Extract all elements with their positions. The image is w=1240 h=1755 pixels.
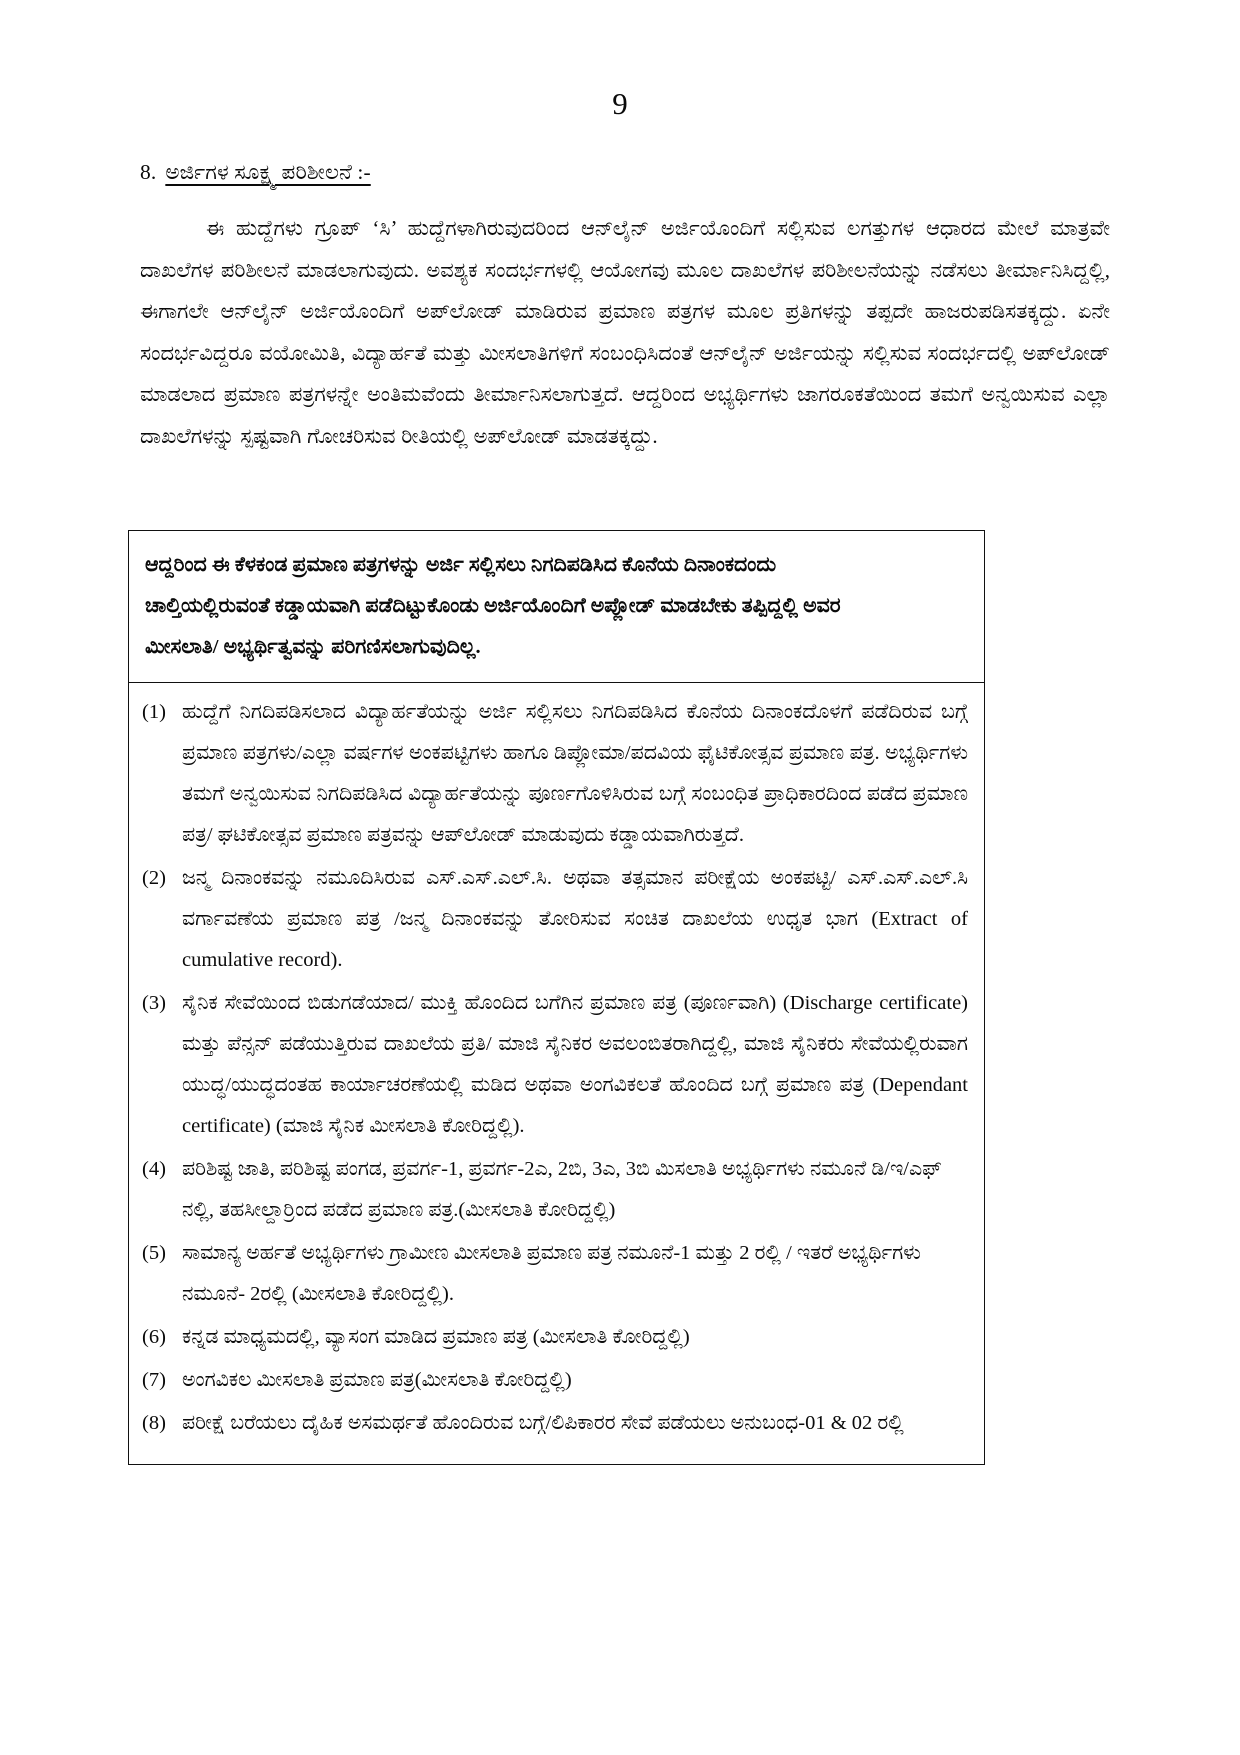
list-item-text: ಪರೀಕ್ಷೆ ಬರೆಯಲು ದೈಹಿಕ ಅಸಮರ್ಥತೆ ಹೊಂದಿರುವ ಬಗ್ಗೆ/ಲಿಪಿಕಾರರ ಸೇವೆ ಪಡೆಯಲು ಅನುಬಂಧ-01 & 02 ರಲ್ಲಿ	[182, 1412, 904, 1434]
box-header-line-2: ಚಾಲ್ತಿಯಲ್ಲಿರುವಂತೆ ಕಡ್ಡಾಯವಾಗಿ ಪಡೆದಿಟ್ಟುಕೊಂಡು ಅರ್ಜಿಯೊಂದಿಗೆ ಅಪ್ಲೋಡ್ ಮಾಡಬೇಕು ತಪ್ಪಿದ್ದಲ್ಲಿ ಅವರ	[145, 595, 841, 617]
list-item	[142, 692, 968, 856]
box-header-line-3: ಮೀಸಲಾತಿ/ ಅಭ್ಯರ್ಥಿತ್ವವನ್ನು ಪರಿಗಣಿಸಲಾಗುವುದಿಲ್ಲ.	[145, 636, 481, 658]
section-number: 8.	[140, 160, 157, 184]
list-item-marker: (1)	[142, 701, 166, 723]
section-heading	[140, 160, 371, 185]
list-item-marker: (8)	[142, 1412, 166, 1434]
list-item-text: ಸೈನಿಕ ಸೇವೆಯಿಂದ ಬಿಡುಗಡೆಯಾದ/ ಮುಕ್ತಿ ಹೊಂದಿದ ಬಗೆಗಿನ ಪ್ರಮಾಣ ಪತ್ರ (ಪೂರ್ಣವಾಗಿ) (Discharge certificate) ಮತ್ತು ಪೆನ್ಸನ್ ಪಡೆಯುತ್ತಿರುವ ದಾಖಲೆಯ ಪ್ರತಿ/ ಮಾಜಿ ಸೈನಿಕರ ಅವಲಂಬಿತರಾಗಿದ್ದಲ್ಲಿ, ಮಾಜಿ ಸೈನಿಕರು ಸೇವೆಯಲ್ಲಿರುವಾಗ ಯುದ್ಧ/ಯುದ್ಧದಂತಹ ಕಾರ್ಯಾಚರಣೆಯಲ್ಲಿ ಮಡಿದ ಅಥವಾ ಅಂಗವಿಕಲತೆ ಹೊಂದಿದ ಬಗ್ಗೆ ಪ್ರಮಾಣ ಪತ್ರ (Dependant certificate) (ಮಾಜಿ ಸೈನಿಕ ಮೀಸಲಾತಿ ಕೋರಿದ್ದಲ್ಲಿ).	[182, 992, 968, 1137]
list-item	[142, 983, 968, 1147]
list-item	[142, 1403, 968, 1444]
list-item	[142, 858, 968, 981]
list-item-marker: (7)	[142, 1369, 166, 1391]
list-item-text: ಹುದ್ದೆಗೆ ನಿಗದಿಪಡಿಸಲಾದ ವಿದ್ಯಾರ್ಹತೆಯನ್ನು ಅರ್ಜಿ ಸಲ್ಲಿಸಲು ನಿಗದಿಪಡಿಸಿದ ಕೊನೆಯ ದಿನಾಂಕದೊಳಗೆ ಪಡೆದಿರುವ ಬಗ್ಗೆ ಪ್ರಮಾಣ ಪತ್ರಗಳು/ಎಲ್ಲಾ ವರ್ಷಗಳ ಅಂಕಪಟ್ಟಿಗಳು ಹಾಗೂ ಡಿಪ್ಲೋಮಾ/ಪದವಿಯ ಫೈಟಿಕೋತ್ಸವ ಪ್ರಮಾಣ ಪತ್ರ. ಅಭ್ಯರ್ಥಿಗಳು ತಮಗೆ ಅನ್ವಯಿಸುವ ನಿಗದಿಪಡಿಸಿದ ವಿದ್ಯಾರ್ಹತೆಯನ್ನು ಪೂರ್ಣಗೊಳಿಸಿರುವ ಬಗ್ಗೆ ಸಂಬಂಧಿತ ಪ್ರಾಧಿಕಾರದಿಂದ ಪಡೆದ ಪ್ರಮಾಣ ಪತ್ರ/ ಘಟಿಕೋತ್ಸವ ಪ್ರಮಾಣ ಪತ್ರವನ್ನು ಆಪ್‍ಲೋಡ್ ಮಾಡುವುದು ಕಡ್ಡಾಯವಾಗಿರುತ್ತದೆ.	[182, 701, 968, 846]
list-item	[142, 1233, 968, 1315]
box-header-line-1: ಆದ್ದರಿಂದ ಈ ಕೆಳಕಂಡ ಪ್ರಮಾಣ ಪತ್ರಗಳನ್ನು ಅರ್ಜಿ ಸಲ್ಲಿಸಲು ನಿಗದಿಪಡಿಸಿದ ಕೊನೆಯ ದಿನಾಂಕದಂದು	[145, 554, 777, 576]
documents-list	[129, 683, 984, 1464]
list-item-text: ಅಂಗವಿಕಲ ಮೀಸಲಾತಿ ಪ್ರಮಾಣ ಪತ್ರ(ಮೀಸಲಾತಿ ಕೋರಿದ್ದಲ್ಲಿ)	[182, 1369, 572, 1391]
list-item-marker: (4)	[142, 1158, 166, 1180]
documents-box-header	[129, 531, 984, 683]
intro-paragraph: ಈ ಹುದ್ದೆಗಳು ಗ್ರೂಪ್ ‘ಸಿ’ ಹುದ್ದೆಗಳಾಗಿರುವುದರಿಂದ ಆನ್‍ಲೈನ್ ಅರ್ಜಿಯೊಂದಿಗೆ ಸಲ್ಲಿಸುವ ಲಗತ್ತುಗಳ ಆಧಾರದ ಮೇಲೆ ಮಾತ್ರವೇ ದಾಖಲೆಗಳ ಪರಿಶೀಲನೆ ಮಾಡಲಾಗುವುದು. ಅವಶ್ಯಕ ಸಂದರ್ಭಗಳಲ್ಲಿ ಆಯೋಗವು ಮೂಲ ದಾಖಲೆಗಳ ಪರಿಶೀಲನೆಯನ್ನು ನಡೆಸಲು ತೀರ್ಮಾನಿಸಿದ್ದಲ್ಲಿ, ಈಗಾಗಲೇ ಆನ್‍ಲೈನ್ ಅರ್ಜಿಯೊಂದಿಗೆ ಅಪ್‍ಲೋಡ್ ಮಾಡಿರುವ ಪ್ರಮಾಣ ಪತ್ರಗಳ ಮೂಲ ಪ್ರತಿಗಳನ್ನು ತಪ್ಪದೇ ಹಾಜರುಪಡಿಸತಕ್ಕದ್ದು. ಏನೇ ಸಂದರ್ಭವಿದ್ದರೂ ವಯೋಮಿತಿ, ವಿದ್ಯಾರ್ಹತೆ ಮತ್ತು ಮೀಸಲಾತಿಗಳಿಗೆ ಸಂಬಂಧಿಸಿದಂತೆ ಆನ್‍ಲೈನ್ ಅರ್ಜಿಯನ್ನು ಸಲ್ಲಿಸುವ ಸಂದರ್ಭದಲ್ಲಿ ಅಪ್‍ಲೋಡ್ ಮಾಡಲಾದ ಪ್ರಮಾಣ ಪತ್ರಗಳನ್ನೇ ಅಂತಿಮವೆಂದು ತೀರ್ಮಾನಿಸಲಾಗುತ್ತದೆ. ಆದ್ದರಿಂದ ಅಭ್ಯರ್ಥಿಗಳು ಜಾಗರೂಕತೆಯಿಂದ ತಮಗೆ ಅನ್ವಯಿಸುವ ಎಲ್ಲಾ ದಾಖಲೆಗಳನ್ನು ಸ್ಪಷ್ಟವಾಗಿ ಗೋಚರಿಸುವ ರೀತಿಯಲ್ಲಿ ಅಪ್‍ಲೋಡ್ ಮಾಡತಕ್ಕದ್ದು.	[140, 216, 1110, 448]
list-item-text: ಜನ್ಮ ದಿನಾಂಕವನ್ನು ನಮೂದಿಸಿರುವ ಎಸ್.ಎಸ್.ಎಲ್.ಸಿ. ಅಥವಾ ತತ್ಸಮಾನ ಪರೀಕ್ಷೆಯ ಅಂಕಪಟ್ಟಿ/ ಎಸ್.ಎಸ್.ಎಲ್.ಸಿ ವರ್ಗಾವಣೆಯ ಪ್ರಮಾಣ ಪತ್ರ /ಜನ್ಮ ದಿನಾಂಕವನ್ನು ತೋರಿಸುವ ಸಂಚಿತ ದಾಖಲೆಯ ಉಧೃತ ಭಾಗ (Extract of cumulative record).	[182, 867, 968, 971]
documents-box	[128, 530, 985, 1465]
list-item-text: ಸಾಮಾನ್ಯ ಅರ್ಹತೆ ಅಭ್ಯರ್ಥಿಗಳು ಗ್ರಾಮೀಣ ಮೀಸಲಾತಿ ಪ್ರಮಾಣ ಪತ್ರ ನಮೂನೆ-1 ಮತ್ತು 2 ರಲ್ಲಿ / ಇತರೆ ಅಭ್ಯರ್ಥಿಗಳು ನಮೂನೆ- 2ರಲ್ಲಿ (ಮೀಸಲಾತಿ ಕೋರಿದ್ದಲ್ಲಿ).	[182, 1242, 921, 1305]
list-item	[142, 1317, 968, 1358]
list-item	[142, 1149, 968, 1231]
list-item-marker: (5)	[142, 1242, 166, 1264]
page-number: 9	[612, 86, 628, 121]
section-title: ಅರ್ಜಿಗಳ ಸೂಕ್ಷ್ಮ ಪರಿಶೀಲನೆ :-	[165, 160, 371, 184]
list-item-marker: (6)	[142, 1326, 166, 1348]
list-item	[142, 1360, 968, 1401]
list-item-text: ಕನ್ನಡ ಮಾಧ್ಯಮದಲ್ಲಿ, ವ್ಯಾಸಂಗ ಮಾಡಿದ ಪ್ರಮಾಣ ಪತ್ರ (ಮೀಸಲಾತಿ ಕೋರಿದ್ದಲ್ಲಿ)	[182, 1326, 690, 1348]
list-item-marker: (2)	[142, 867, 166, 889]
list-item-marker: (3)	[142, 992, 166, 1014]
list-item-text: ಪರಿಶಿಷ್ಟ ಜಾತಿ, ಪರಿಶಿಷ್ಟ ಪಂಗಡ, ಪ್ರವರ್ಗ-1, ಪ್ರವರ್ಗ-2ಎ, 2ಬಿ, 3ಎ, 3ಬಿ ಮಿಸಲಾತಿ ಅಭ್ಯರ್ಥಿಗಳು ನಮೂನೆ ಡಿ/ಇ/ಎಫ್ ನಲ್ಲಿ, ತಹಸೀಲ್ದಾರ್‍ರಿಂದ ಪಡೆದ ಪ್ರಮಾಣ ಪತ್ರ.(ಮೀಸಲಾತಿ ಕೋರಿದ್ದಲ್ಲಿ)	[182, 1158, 942, 1221]
